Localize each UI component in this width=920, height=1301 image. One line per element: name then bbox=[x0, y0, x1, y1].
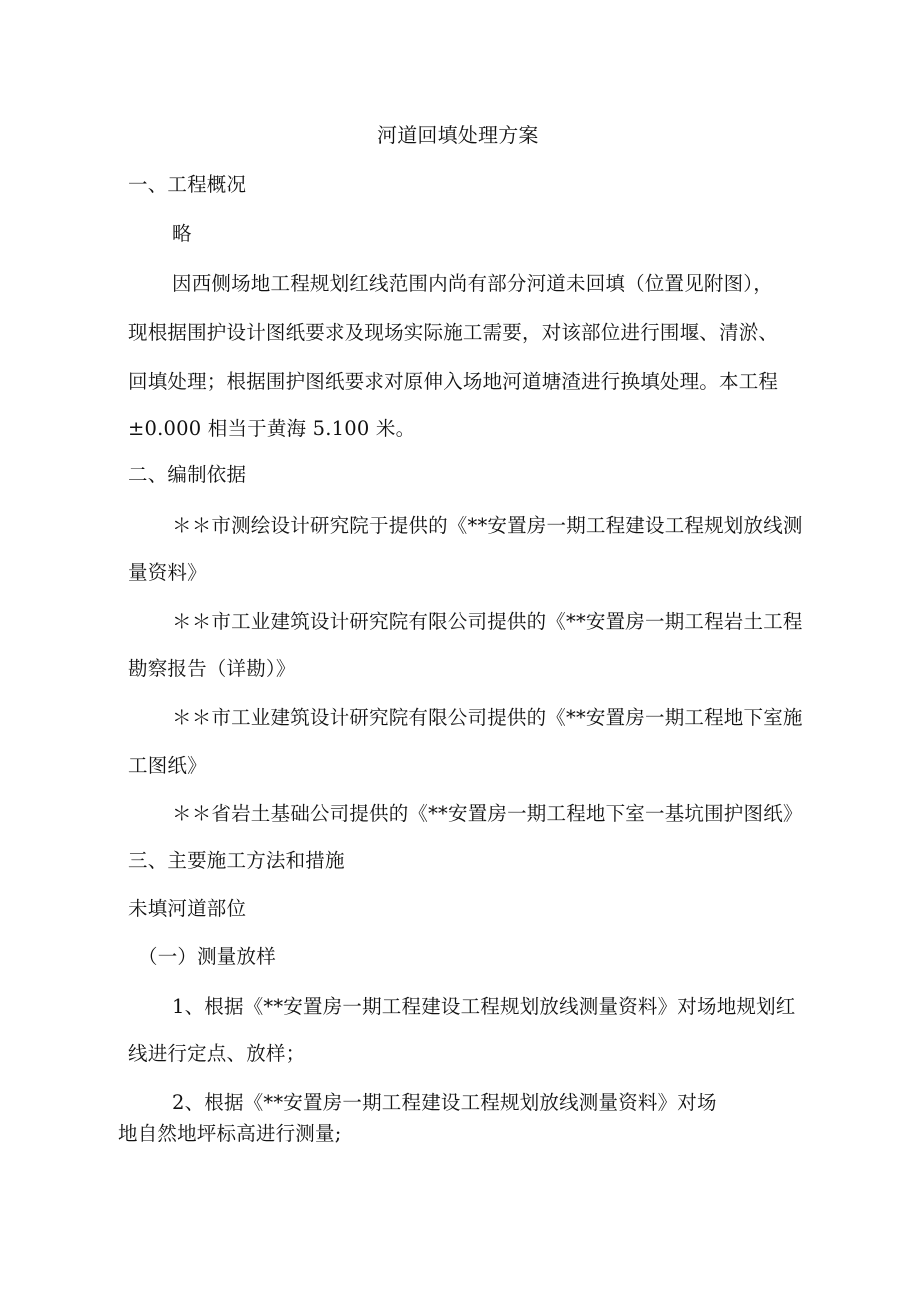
list-item-cont: 线进行定点、放样； bbox=[128, 1042, 306, 1065]
reference-item-cont: 勘察报告（详勘）》 bbox=[128, 657, 296, 680]
reference-item-cont: 量资料》 bbox=[128, 561, 207, 584]
reference-item: ＊＊市工业建筑设计研究院有限公司提供的《**安置房一期工程地下室施 bbox=[172, 706, 803, 729]
section-heading-methods: 三、主要施工方法和措施 bbox=[128, 849, 345, 872]
paragraph-line: 回填处理；根据围护图纸要求对原伸入场地河道塘渣进行换填处理。本工程 bbox=[128, 370, 779, 393]
list-item: 2、根据《**安置房一期工程建设工程规划放线测量资料》对场 bbox=[172, 1091, 717, 1114]
section-heading-overview: 一、工程概况 bbox=[128, 173, 247, 196]
paragraph-line: 因西侧场地工程规划红线范围内尚有部分河道未回填（位置见附图）， bbox=[172, 272, 773, 295]
subsection-heading: 未填河道部位 bbox=[128, 897, 247, 920]
reference-item: ＊＊省岩土基础公司提供的《**安置房一期工程地下室一基坑围护图纸》 bbox=[172, 802, 803, 825]
reference-item: ＊＊市工业建筑设计研究院有限公司提供的《**安置房一期工程岩土工程 bbox=[172, 610, 803, 633]
reference-item-cont: 工图纸》 bbox=[128, 754, 207, 777]
paragraph-line: ±0.000 相当于黄海 5.100 米。 bbox=[128, 417, 416, 440]
subsubsection-heading: （一）测量放样 bbox=[138, 945, 276, 968]
overview-omitted-text: 略 bbox=[172, 222, 192, 245]
reference-item: ＊＊市测绘设计研究院于提供的《**安置房一期工程建设工程规划放线测 bbox=[172, 514, 803, 537]
section-heading-basis: 二、编制依据 bbox=[128, 463, 247, 486]
document-title: 河道回填处理方案 bbox=[377, 123, 539, 147]
list-item-cont: 地自然地坪标高进行测量; bbox=[118, 1122, 342, 1145]
list-item: 1、根据《**安置房一期工程建设工程规划放线测量资料》对场地规划红 bbox=[172, 995, 796, 1018]
paragraph-line: 现根据围护设计图纸要求及现场实际施工需要，对该部位进行围堰、清淤、 bbox=[128, 321, 779, 344]
